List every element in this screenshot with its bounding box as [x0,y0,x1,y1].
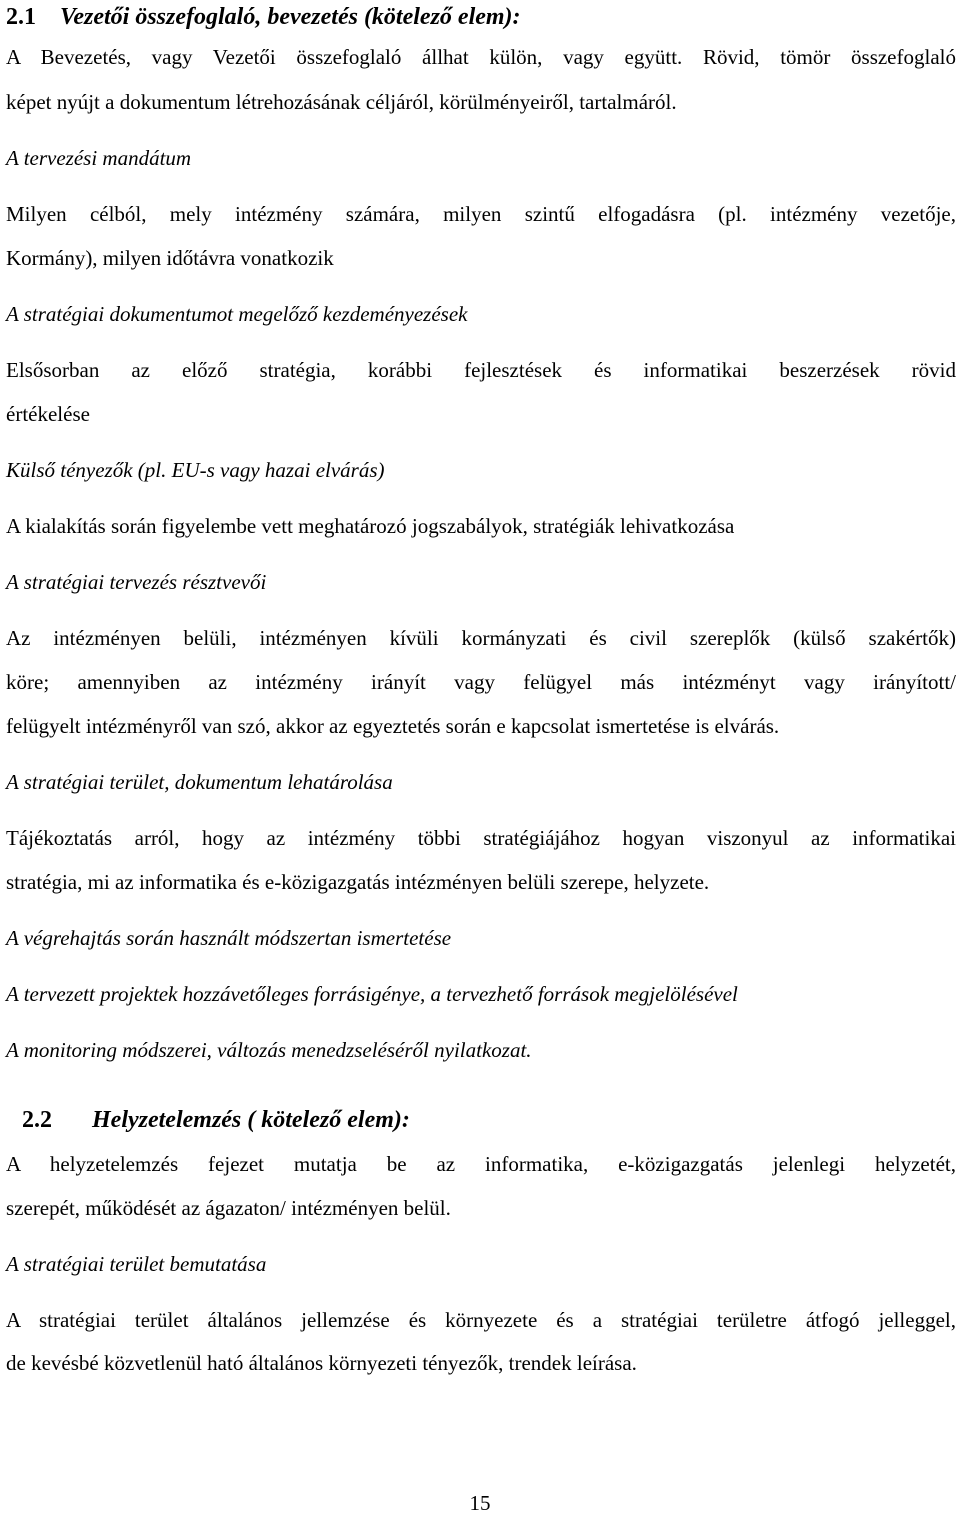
subheading-kulso-tenyezok: Külső tényezők (pl. EU-s vagy hazai elvárás) [6,458,385,482]
paragraph-line: Tájékoztatás arról, hogy az intézmény többi stratégiájához hogyan viszonyul az informatikai [6,826,956,850]
paragraph-line: Kormány), milyen időtávra vonatkozik [6,246,334,270]
paragraph-line: stratégia, mi az informatika és e-közigazgatás intézményen belüli szerepe, helyzete. [6,870,710,894]
paragraph-line: Milyen célból, mely intézmény számára, milyen szintű elfogadásra (pl. intézmény vezetője, [6,202,956,226]
subheading-tervezesi-mandatum: A tervezési mandátum [6,146,192,170]
section-2-1-number: 2.1 [6,4,36,30]
subheading-resztvevok: A stratégiai tervezés résztvevői [6,570,267,594]
paragraph-line: értékelése [6,402,90,426]
subheading-modszertan: A végrehajtás során használt módszertan ismertetése [6,926,452,950]
paragraph-line: Elsősorban az előző stratégia, korábbi fejlesztések és informatikai beszerzések rövid [6,358,956,382]
paragraph-line: A stratégiai terület általános jellemzése és környezete és a stratégiai területre átfogó jelleggel, [6,1308,956,1332]
subheading-lehatarolas: A stratégiai terület, dokumentum lehatárolása [6,770,393,794]
paragraph-line: A kialakítás során figyelembe vett meghatározó jogszabályok, stratégiák lehivatkozása [6,514,735,538]
paragraph-line: felügyelt intézményről van szó, akkor az egyeztetés során e kapcsolat ismertetése is elvárás. [6,714,780,738]
section-2-1-intro-line-1: A Bevezetés, vagy Vezetői összefoglaló állhat külön, vagy együtt. Rövid, tömör összefoglaló [6,45,956,69]
section-2-2-intro-line-2: szerepét, működését az ágazaton/ intézményen belül. [6,1196,451,1220]
paragraph-line: köre; amennyiben az intézmény irányít vagy felügyel más intézményt vagy irányított/ [6,670,956,694]
subheading-monitoring: A monitoring módszerei, változás menedzseléséről nyilatkozat. [6,1038,532,1062]
section-2-2-number: 2.2 [22,1107,52,1133]
section-2-1-title: Vezetői összefoglaló, bevezetés (kötelező elem): [60,4,521,30]
page-number: 15 [469,1491,491,1515]
section-2-1-heading [6,2,521,32]
section-2-2-heading [22,1105,410,1135]
paragraph-line: Az intézményen belüli, intézményen kívüli kormányzati és civil szereplők (külső szakértők) [6,626,956,650]
subheading-terulet-bemutatasa: A stratégiai terület bemutatása [6,1252,267,1276]
section-2-2-intro-line-1: A helyzetelemzés fejezet mutatja be az informatika, e-közigazgatás jelenlegi helyzetét, [6,1152,956,1176]
paragraph-line: de kevésbé közvetlenül ható általános környezeti tényezők, trendek leírása. [6,1351,637,1375]
section-2-1-intro-line-2: képet nyújt a dokumentum létrehozásának céljáról, körülményeiről, tartalmáról. [6,90,677,114]
subheading-megelozo-kezdemenyezesek: A stratégiai dokumentumot megelőző kezdeményezések [6,302,468,326]
subheading-forrasigeny: A tervezett projektek hozzávetőleges forrásigénye, a tervezhető források megjelölésével [6,982,738,1006]
section-2-2-title: Helyzetelemzés ( kötelező elem): [92,1107,410,1133]
